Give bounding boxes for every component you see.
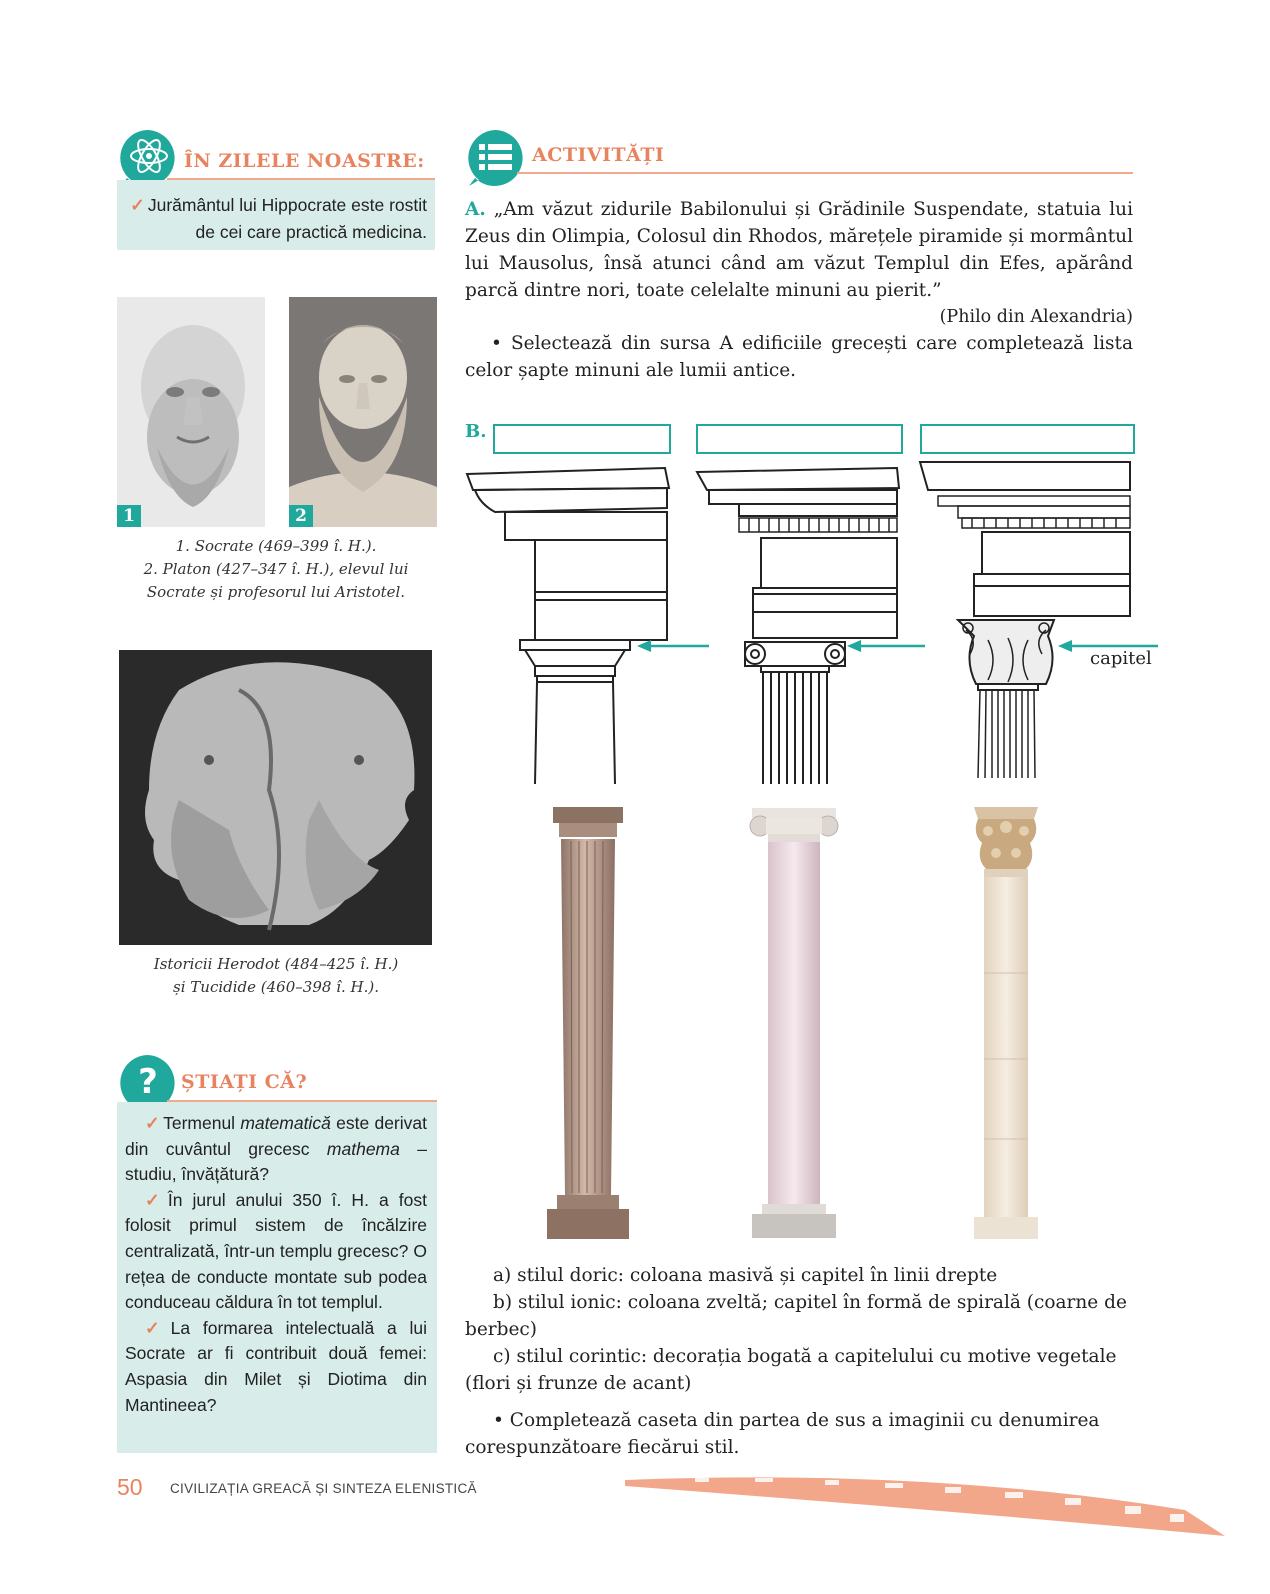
ionic-order-drawing xyxy=(695,466,930,788)
style-corinthian: c) stilul corintic: decorația bogată a capitelului cu motive vegetale (flori și frunze de acant) xyxy=(465,1346,1117,1394)
fact-text: este derivat din cuvântul grecesc xyxy=(125,1113,427,1159)
task-1: • Selectează din sursa A edificiile grecești care completează lista celor șapte minuni ale lumii antice. xyxy=(465,333,1133,381)
check-icon: ✓ xyxy=(145,1189,165,1210)
check-icon: ✓ xyxy=(145,1113,161,1133)
decorative-meander-band xyxy=(625,1470,1225,1540)
today-title: ÎN ZILELE NOASTRE: xyxy=(184,150,425,172)
quote-source: (Philo din Alexandria) xyxy=(939,307,1133,327)
badge-2: 2 xyxy=(289,505,313,527)
check-icon: ✓ xyxy=(145,1317,168,1338)
fact-text: – studiu, învățătură? xyxy=(125,1138,427,1185)
label-a: A. xyxy=(465,199,486,220)
label-b: B. xyxy=(465,421,487,442)
herodotus-caption xyxy=(117,953,435,999)
today-text: Jurământul lui Hippocrate este rostit de cei care practică medicina. xyxy=(147,195,427,242)
herodotus-thucydides-bust xyxy=(119,650,432,945)
today-body xyxy=(117,180,435,250)
fact-text: Termenul xyxy=(163,1113,241,1133)
style-ionic: b) stilul ionic: coloana zveltă; capitel în formă de spirală (coarne de berbec) xyxy=(465,1292,1127,1340)
fact-text: În jurul anului 350 î. H. a fost folosit primul sistem de încălzire centralizată, într-un templu grecesc? O rețea de conducte montate sub podea conduceau căldura în tot templul. xyxy=(125,1189,427,1313)
caption-line: și Tucidide (460–398 î. H.). xyxy=(173,978,379,996)
chapter-title: CIVILIZAȚIA GREACĂ ȘI SINTEZA ELENISTICĂ xyxy=(170,1481,477,1496)
activities-title: ACTIVITĂȚI xyxy=(532,144,665,166)
caption-line: Socrate și profesorul lui Aristotel. xyxy=(146,583,406,601)
caption-line: 2. Platon (427–347 î. H.), elevul lui xyxy=(143,560,409,578)
portraits-caption xyxy=(117,535,435,604)
did-you-know-body xyxy=(117,1102,437,1453)
style-doric: a) stilul doric: coloana masivă și capitel în linii drepte xyxy=(493,1265,998,1286)
fact-item xyxy=(125,1111,427,1188)
arrow-icon xyxy=(847,638,925,652)
did-you-know-box xyxy=(117,1053,437,1453)
fact-emphasis: mathema xyxy=(326,1138,400,1159)
check-icon: ✓ xyxy=(130,195,145,215)
caption-line: Istoricii Herodot (484–425 î. H.) xyxy=(153,955,399,973)
corinthian-column-photo xyxy=(968,803,1044,1239)
activities-header xyxy=(465,128,1135,188)
task-2: • Completează caseta din partea de sus a imaginii cu denumirea corespunzătoare fiecărui stil. xyxy=(465,1410,1100,1458)
fact-emphasis: matematică xyxy=(240,1113,331,1133)
fact-text: La formarea intelectuală a lui Socrate ar fi contribuit două femei: Aspasia din Milet și Diotima din Mantineea? xyxy=(125,1317,427,1415)
corinthian-order-drawing xyxy=(918,460,1163,782)
style-name-input-2[interactable] xyxy=(696,424,903,454)
activities-rule xyxy=(517,172,1133,174)
ionic-column-photo xyxy=(748,806,840,1238)
style-name-input-1[interactable] xyxy=(493,424,671,454)
badge-1: 1 xyxy=(117,505,141,527)
style-name-input-3[interactable] xyxy=(920,424,1135,454)
doric-column-photo xyxy=(545,805,630,1239)
svg-text:?: ? xyxy=(138,1062,158,1102)
plato-portrait xyxy=(289,297,437,527)
today-box xyxy=(117,128,435,248)
styles-list xyxy=(465,1262,1133,1461)
did-you-know-title: ȘTIAȚI CĂ? xyxy=(181,1071,308,1093)
capitel-label: capitel xyxy=(1090,648,1152,669)
fact-item xyxy=(125,1316,427,1418)
page-number: 50 xyxy=(117,1474,143,1500)
doric-order-drawing xyxy=(465,466,715,788)
caption-line: 1. Socrate (469–399 î. H.). xyxy=(175,537,377,555)
fact-item xyxy=(125,1188,427,1316)
socrates-portrait xyxy=(117,297,265,527)
list-icon xyxy=(465,128,525,188)
quote-text: „Am văzut zidurile Babilonului și Grădinile Suspendate, statuia lui Zeus din Olimpia, Colosul din Rhodos, mărețele piramide și mormântul lui Mausolus, însă atunci când am văzut Templul din Efes, apărând parcă dintre nori, toate celelalte minuni au pierit.” xyxy=(465,199,1133,301)
source-a xyxy=(465,196,1133,304)
